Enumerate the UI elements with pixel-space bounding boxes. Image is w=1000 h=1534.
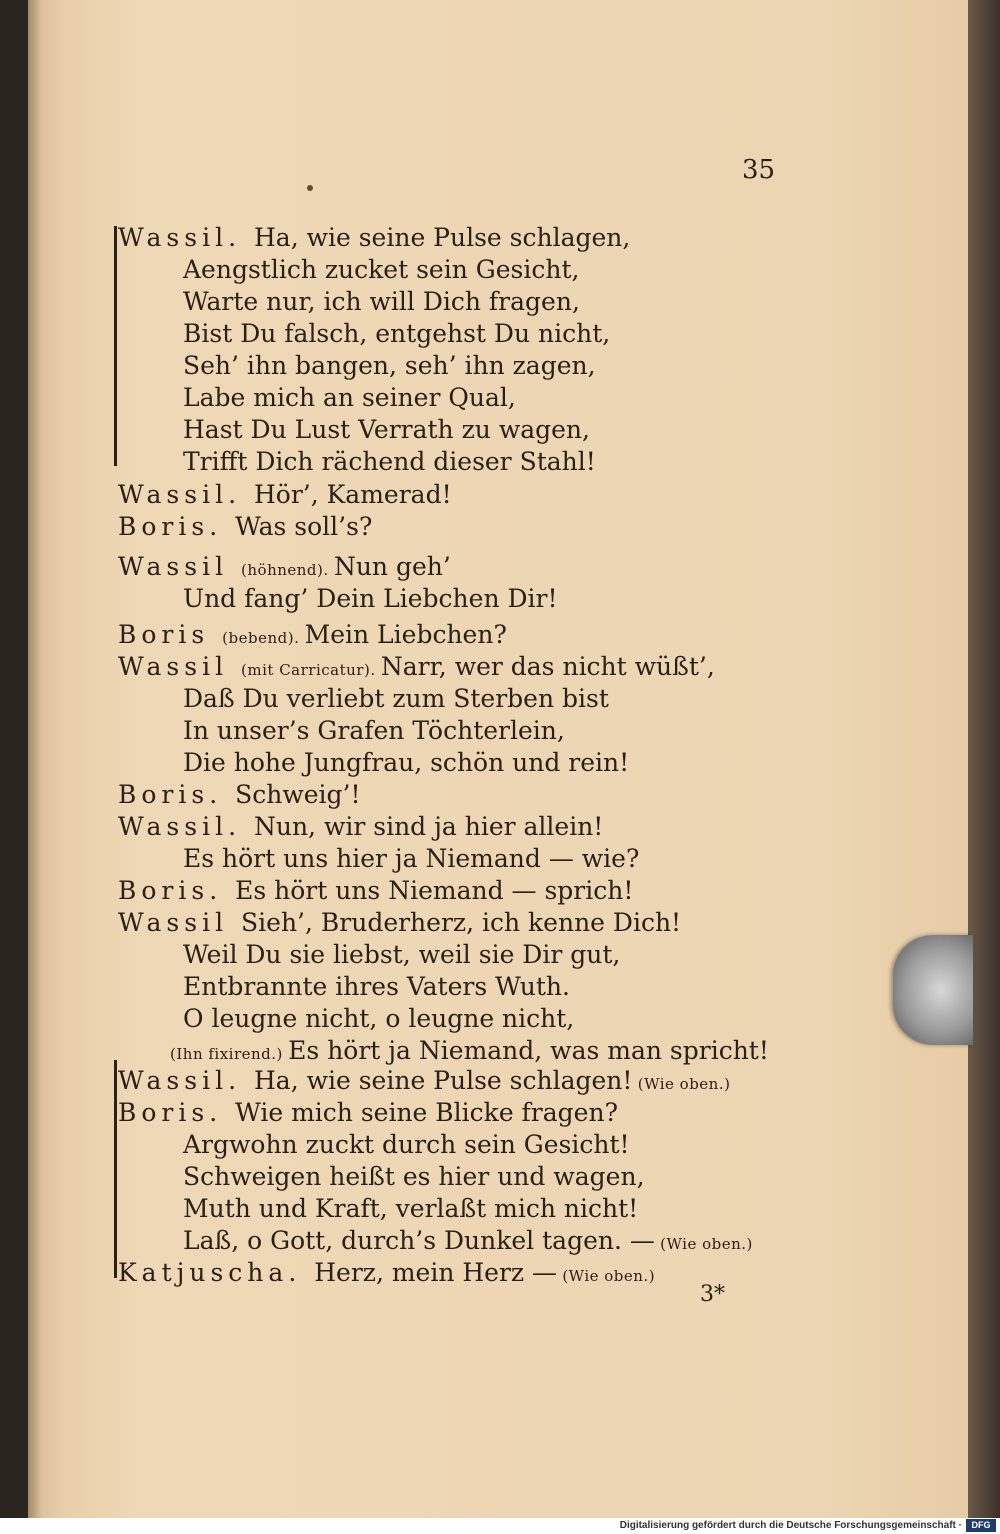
- stage-direction-after: (Wie oben.): [632, 1075, 731, 1093]
- stage-direction: (mit Carricatur).: [241, 661, 381, 679]
- verse-text-line: Trifft Dich rächend dieser Stahl!: [183, 447, 596, 476]
- verse-bracket-top: [114, 226, 117, 466]
- verse-text-line: Schweigen heißt es hier und wagen,: [183, 1162, 645, 1191]
- verse-text-line: Was soll’s?: [235, 512, 373, 541]
- verse-line: [183, 318, 610, 350]
- verse-line: [183, 939, 620, 971]
- verse-text-line: Muth und Kraft, verlaßt mich nicht!: [183, 1194, 639, 1223]
- verse-line: [118, 479, 452, 511]
- signature-mark: 3*: [700, 1282, 725, 1307]
- verse-line: [183, 1129, 630, 1161]
- verse-line: [183, 382, 516, 414]
- verse-line: [183, 446, 596, 478]
- speaker-name: Wassil.: [118, 223, 254, 252]
- verse-bracket-bottom: [114, 1060, 117, 1278]
- verse-line: [183, 1003, 574, 1035]
- stage-direction: (höhnend).: [241, 561, 334, 579]
- speaker-name: Boris.: [118, 1098, 236, 1127]
- verse-text-line: Wie mich seine Blicke fragen?: [235, 1098, 618, 1127]
- spine-shadow: [28, 0, 42, 1518]
- verse-text-line: Entbrannte ihres Vaters Wuth.: [183, 972, 570, 1001]
- verse-line: [183, 286, 580, 318]
- verse-text-line: Hör’, Kamerad!: [253, 480, 452, 509]
- verse-line: [118, 222, 630, 254]
- verse-text-line: Hast Du Lust Verrath zu wagen,: [183, 415, 590, 444]
- verse-line: [183, 583, 558, 615]
- speaker-name: Boris.: [118, 876, 236, 905]
- verse-line: [118, 907, 681, 939]
- verse-line: [118, 779, 361, 811]
- verse-line: [118, 651, 715, 686]
- verse-line: [183, 1193, 638, 1225]
- verse-text-line: Es hört uns hier ja Niemand — wie?: [183, 844, 640, 873]
- speaker-name: Katjuscha.: [118, 1258, 315, 1287]
- verse-text-line: In unser’s Grafen Töchterlein,: [183, 716, 565, 745]
- verse-text-line: Daß Du verliebt zum Sterben bist: [183, 684, 609, 713]
- speaker-name: Wassil: [118, 552, 242, 581]
- verse-text-line: Es hört uns Niemand — sprich!: [235, 876, 634, 905]
- verse-text-line: Weil Du sie liebst, weil sie Dir gut,: [183, 940, 621, 969]
- verse-text-line: Nun, wir sind ja hier allein!: [253, 812, 604, 841]
- verse-text-line: Mein Liebchen?: [304, 620, 507, 649]
- verse-text-line: Herz, mein Herz —: [314, 1258, 558, 1287]
- verse-line: [118, 1257, 655, 1292]
- speaker-name: Wassil: [118, 652, 242, 681]
- stage-direction-after: (Wie oben.): [557, 1267, 656, 1285]
- speaker-name: Wassil.: [118, 480, 254, 509]
- dfg-logo: DFG: [966, 1519, 996, 1532]
- verse-text-line: Ha, wie seine Pulse schlagen,: [253, 223, 631, 252]
- verse-line: [118, 1097, 618, 1129]
- verse-line: [183, 715, 565, 747]
- stage-direction-after: (Wie oben.): [654, 1235, 753, 1253]
- ink-dot: [307, 185, 313, 191]
- verse-line: [118, 551, 451, 586]
- verse-text-line: Labe mich an seiner Qual,: [183, 383, 516, 412]
- verse-line: [183, 747, 629, 779]
- stage-direction: (bebend).: [222, 629, 305, 647]
- verse-line: [183, 971, 570, 1003]
- verse-text-line: Narr, wer das nicht wüßt’,: [380, 652, 715, 681]
- verse-text-line: Ha, wie seine Pulse schlagen!: [253, 1066, 633, 1095]
- speaker-name: Wassil: [118, 908, 242, 937]
- verse-line: [118, 875, 633, 907]
- verse-line: [118, 1065, 730, 1100]
- verse-text-line: Bist Du falsch, entgehst Du nicht,: [183, 319, 611, 348]
- page-tab-marker: [893, 935, 973, 1045]
- verse-line: [183, 1161, 645, 1193]
- stage-direction: (Ihn fixirend.): [170, 1045, 289, 1063]
- verse-text-line: Aengstlich zucket sein Gesicht,: [183, 255, 580, 284]
- book-edge: [968, 0, 1000, 1518]
- verse-line: [183, 1225, 753, 1260]
- verse-text-line: Warte nur, ich will Dich fragen,: [183, 287, 580, 316]
- footer-credit: Digitalisierung gefördert durch die Deutsche Forschungsgemeinschaft ·: [619, 1520, 962, 1531]
- verse-line: [183, 350, 596, 382]
- verse-line: [118, 811, 603, 843]
- speaker-name: Wassil.: [118, 1066, 254, 1095]
- verse-line: [183, 843, 639, 875]
- verse-text-line: Es hört ja Niemand, was man spricht!: [288, 1036, 769, 1065]
- speaker-name: Wassil.: [118, 812, 254, 841]
- verse-line: [183, 254, 579, 286]
- page-number: 35: [742, 155, 776, 185]
- speaker-name: Boris.: [118, 512, 236, 541]
- verse-text-line: Laß, o Gott, durch’s Dunkel tagen. —: [183, 1226, 655, 1255]
- verse-text-line: Nun geh’: [333, 552, 451, 581]
- speaker-name: Boris: [118, 620, 223, 649]
- verse-text-line: O leugne nicht, o leugne nicht,: [183, 1004, 575, 1033]
- verse-text-line: Sieh’, Bruderherz, ich kenne Dich!: [241, 908, 682, 937]
- footer-bar: [0, 1518, 1000, 1534]
- verse-text-line: Seh’ ihn bangen, seh’ ihn zagen,: [183, 351, 596, 380]
- speaker-name: Boris.: [118, 780, 236, 809]
- verse-line: [183, 414, 590, 446]
- verse-line: [183, 683, 609, 715]
- verse-text-line: Argwohn zuckt durch sein Gesicht!: [183, 1130, 630, 1159]
- verse-text-line: Die hohe Jungfrau, schön und rein!: [183, 748, 630, 777]
- verse-text-line: Und fang’ Dein Liebchen Dir!: [183, 584, 558, 613]
- verse-text-line: Schweig’!: [235, 780, 361, 809]
- verse-line: [118, 619, 507, 654]
- verse-line: [118, 511, 372, 543]
